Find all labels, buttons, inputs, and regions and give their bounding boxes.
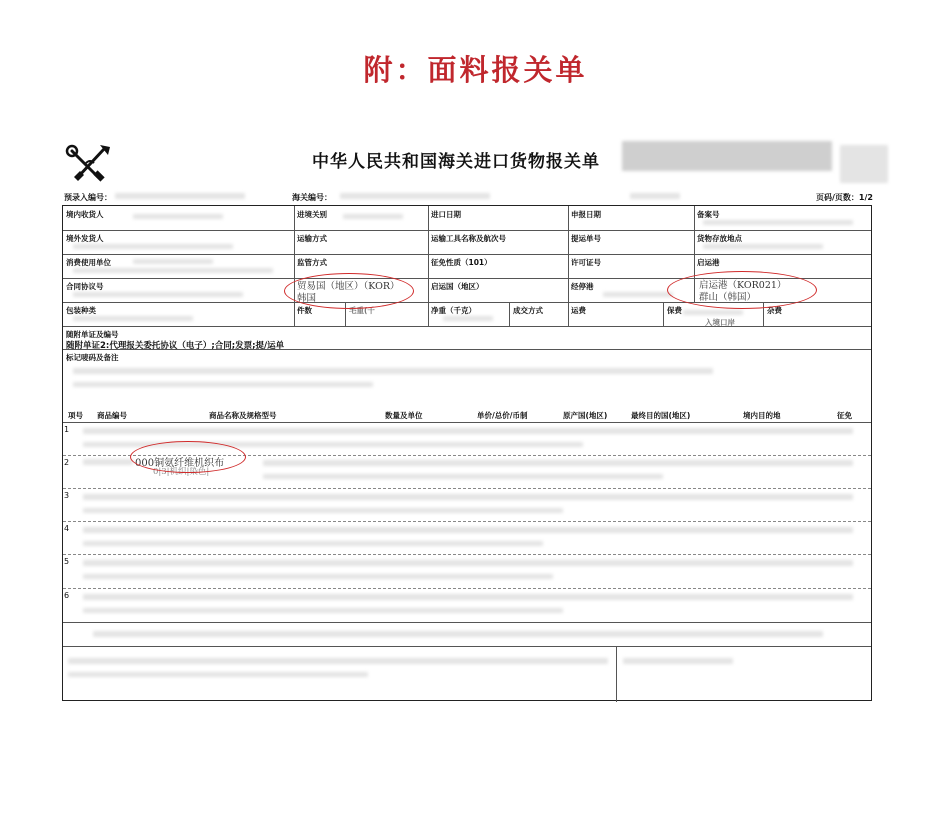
redacted-value [630,193,680,199]
marks-label: 标记唛码及备注 [66,353,119,362]
trade-country-value: 韩国 [297,293,317,304]
redacted-value [683,310,743,315]
item-header-code: 商品编号 [97,411,127,420]
redacted-value [83,527,853,533]
attached-docs-value: 随附单证2:代理报关委托协议（电子）;合同;发票;提/运单 [66,341,285,351]
redacted-value [443,316,493,321]
item-row-number: 2 [64,458,70,467]
page-heading: 附：面料报关单 [363,53,588,87]
attached-docs-label: 随附单证及编号 [66,330,119,339]
highlight-departure-port [667,271,817,309]
redacted-value [83,608,563,613]
departure-port2-label: 启运港（KOR021） [699,280,787,291]
entry-port-label: 入境口岸 [705,318,735,327]
redacted-value [83,494,853,500]
stop-port-label: 经停港 [571,282,594,291]
highlight-trade-country [284,273,414,309]
transport-mode-label: 运输方式 [297,234,327,243]
item-row-number: 4 [64,524,70,533]
redacted-value [263,460,853,466]
item-row-number: 6 [64,591,70,600]
document-title: 中华人民共和国海关进口货物报关单 [312,152,600,172]
redacted-value [68,672,368,677]
deal-mode-label: 成交方式 [513,306,543,315]
package-type-label: 包装种类 [66,306,96,315]
redacted-barcode [622,141,832,171]
item-2-spec: 0|3|机织|染色| [153,467,210,477]
declare-date-label: 申报日期 [571,210,601,219]
trade-country-label: 贸易国（地区）（KOR） [297,281,400,292]
item-row-number: 1 [64,425,70,434]
consumer-unit-label: 消费使用单位 [66,258,111,267]
redacted-value [340,193,490,199]
redacted-value [83,594,853,600]
redacted-value [263,474,663,479]
item-header-domestic-dest: 境内目的地 [743,411,781,420]
item-row-number: 3 [64,491,70,500]
highlight-item-name [130,441,246,473]
redacted-value [83,560,853,566]
redacted-value [73,268,273,273]
redacted-value [83,428,853,434]
supervision-mode-label: 监管方式 [297,258,327,267]
redacted-value [133,259,213,264]
redacted-value [73,368,713,374]
vessel-voyage-label: 运输工具名称及航次号 [431,234,506,243]
departure-port-label: 启运港 [697,258,720,267]
redacted-value [93,631,823,637]
origin-country-label: 启运国（地区） [431,282,484,291]
storage-place-label: 货物存放地点 [697,234,742,243]
record-number-label: 备案号 [697,210,720,219]
redacted-qr [840,145,888,183]
item-header-price: 单价/总价/币制 [477,411,528,420]
consignee-label: 境内收货人 [66,210,104,219]
item-2-name: 000铜氨纤维机织布 [135,458,225,469]
bill-number-label: 提运单号 [571,234,601,243]
page-count-label: 页码/页数：1/2 [816,193,873,202]
item-header-name: 商品名称及规格型号 [209,411,277,420]
item-header-destination: 最终目的国(地区) [631,411,691,420]
redacted-value [603,292,673,297]
redacted-value [73,382,373,387]
insurance-label: 保费 [667,306,682,315]
net-weight-label: 净重（千克） [431,306,476,315]
item-header-levy: 征免 [837,411,852,420]
item-row-number: 5 [64,557,70,566]
redacted-value [133,214,223,219]
import-date-label: 进口日期 [431,210,461,219]
misc-fee-label: 杂费 [767,306,782,315]
freight-label: 运费 [571,306,586,315]
redacted-value [703,244,823,249]
customs-emblem-icon [64,143,116,185]
item-header-origin: 原产国(地区) [563,411,608,420]
redacted-value [73,244,233,249]
contract-number-label: 合同协议号 [66,282,104,291]
pieces-label: 件数 [297,306,312,315]
redacted-value [68,658,608,664]
departure-port2-value: 群山（韩国） [699,292,757,303]
customs-declaration-form [0,135,951,715]
redacted-value [73,292,243,297]
license-number-label: 许可证号 [571,258,601,267]
gross-weight-label: 毛重(千 [349,306,375,315]
item-header-no: 项号 [68,411,83,420]
redacted-value [343,214,403,219]
pre-entry-number-label: 预录入编号： [64,193,112,202]
entry-customs-label: 进境关别 [297,210,327,219]
customs-number-label: 海关编号： [292,193,332,202]
redacted-value [83,508,563,513]
redacted-value [83,459,133,465]
levy-nature-label: 征免性质（101） [431,258,492,267]
redacted-value [83,574,553,579]
redacted-value [83,541,543,546]
item-header-qty: 数量及单位 [385,411,423,420]
redacted-value [623,658,733,664]
foreign-consignor-label: 境外发货人 [66,234,104,243]
redacted-value [73,316,193,321]
redacted-value [115,193,245,199]
redacted-value [703,220,853,225]
